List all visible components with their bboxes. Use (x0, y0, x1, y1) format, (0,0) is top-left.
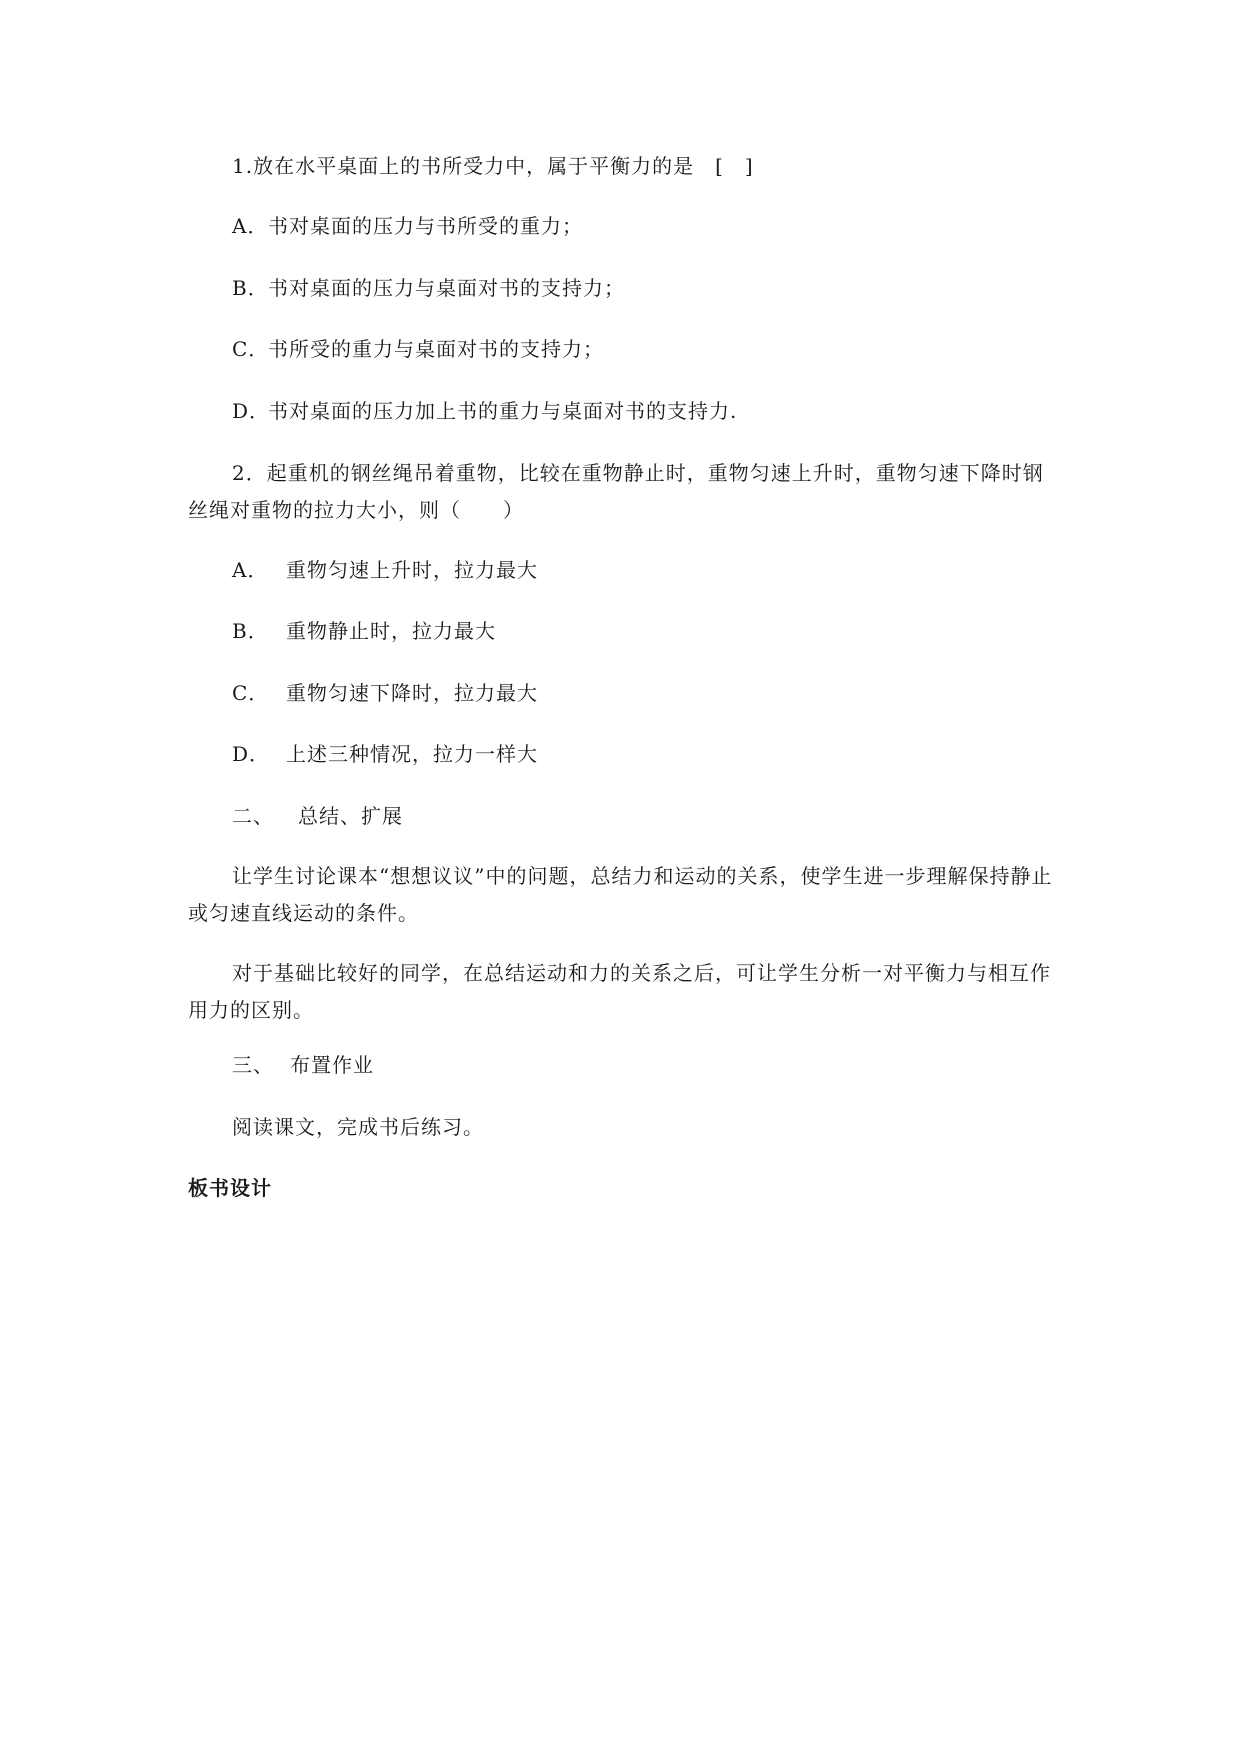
section-number: 三、 (232, 1053, 274, 1077)
option-text: 重物匀速下降时，拉力最大 (286, 681, 538, 705)
question-2-option-c (232, 675, 538, 711)
question-1-stem: 1.放在水平桌面上的书所受力中，属于平衡力的是 [ ] (232, 154, 754, 178)
option-text: 上述三种情况，拉力一样大 (286, 742, 538, 766)
section-2-paragraph-1: 让学生讨论课本“想想议议”中的问题，总结力和运动的关系，使学生进一步理解保持静止或匀速直线运动的条件。 (188, 864, 1053, 925)
question-2-option-b (232, 613, 496, 649)
option-text: 重物静止时，拉力最大 (286, 619, 496, 643)
option-letter: D． (232, 399, 271, 423)
section-title: 布置作业 (290, 1053, 374, 1077)
question-2-stem: 2．起重机的钢丝绳吊着重物，比较在重物静止时，重物匀速上升时，重物匀速下降时钢丝绳对重物的拉力大小，则（ ） (188, 461, 1044, 522)
section-3-paragraph-1: 阅读课文，完成书后练习。 (232, 1115, 484, 1139)
board-design-heading: 板书设计 (188, 1176, 272, 1200)
section-2-heading (232, 798, 403, 834)
option-letter: C． (232, 337, 270, 361)
option-text: 书对桌面的压力与书所受的重力； (268, 214, 583, 238)
option-letter: A． (232, 214, 269, 238)
question-2-option-d (232, 736, 538, 772)
question-1-option-d (232, 393, 737, 429)
option-letter: B． (232, 276, 269, 300)
question-1-option-b (232, 270, 625, 306)
option-text: 书所受的重力与桌面对书的支持力； (268, 337, 604, 361)
section-2-paragraph-2: 对于基础比较好的同学，在总结运动和力的关系之后，可让学生分析一对平衡力与相互作用力的区别。 (188, 961, 1051, 1022)
option-letter: A． (232, 558, 269, 582)
section-title: 总结、扩展 (298, 804, 403, 828)
section-3-heading (232, 1047, 374, 1083)
option-text: 书对桌面的压力与桌面对书的支持力； (268, 276, 625, 300)
option-letter: C． (232, 681, 270, 705)
question-1-option-c (232, 331, 604, 367)
question-2-option-a (232, 552, 538, 588)
section-number: 二、 (232, 804, 274, 828)
option-letter: D． (232, 742, 271, 766)
option-text: 书对桌面的压力加上书的重力与桌面对书的支持力. (268, 399, 738, 423)
option-letter: B． (232, 619, 269, 643)
question-1-option-a (232, 208, 583, 244)
option-text: 重物匀速上升时，拉力最大 (286, 558, 538, 582)
